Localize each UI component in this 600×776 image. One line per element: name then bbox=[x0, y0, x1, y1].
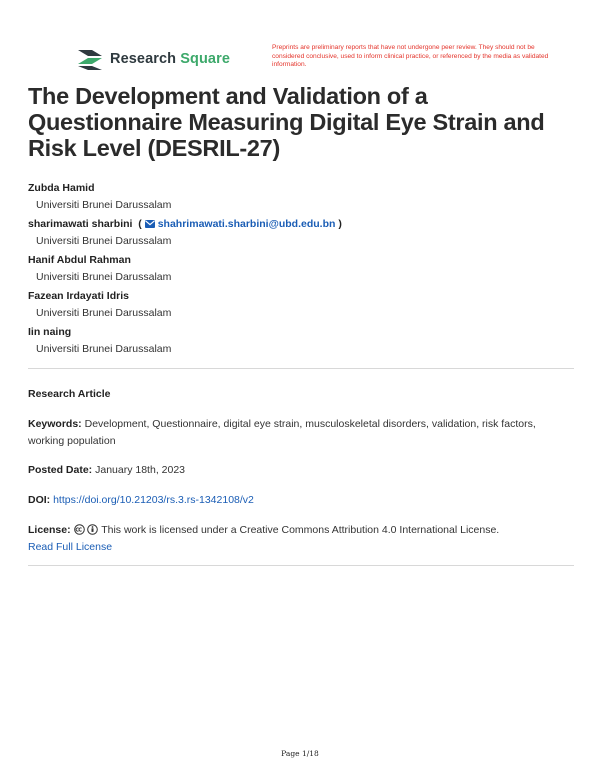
research-square-logo-icon bbox=[76, 47, 104, 71]
license-text: This work is licensed under a Creative Commons Attribution 4.0 International License. bbox=[101, 524, 500, 536]
author-email-wrapper: ( shahrimawati.sharbini@ubd.edu.bn ) bbox=[138, 218, 342, 230]
doi-section bbox=[28, 492, 558, 509]
keywords-section bbox=[28, 416, 558, 450]
author-entry bbox=[28, 252, 568, 286]
author-affiliation: Universiti Brunei Darussalam bbox=[36, 235, 172, 247]
author-list bbox=[28, 180, 568, 360]
doi-link[interactable]: https://doi.org/10.21203/rs.3.rs-1342108/v2 bbox=[53, 494, 254, 506]
doi-label: DOI: bbox=[28, 494, 51, 506]
keywords-label: Keywords: bbox=[28, 418, 82, 430]
attribution-icon bbox=[87, 524, 98, 535]
license-section bbox=[28, 522, 558, 556]
author-entry bbox=[28, 180, 568, 214]
envelope-icon bbox=[145, 220, 155, 228]
divider-bottom bbox=[28, 565, 574, 566]
page-title: The Development and Validation of a Questionnaire Measuring Digital Eye Strain and Risk Level (DESRIL-27) bbox=[28, 83, 545, 161]
brand-primary: Research bbox=[110, 51, 177, 67]
page-number: Page 1/18 bbox=[281, 749, 319, 758]
preprint-notice: Preprints are preliminary reports that have not undergone peer review. They should not be considered conclusive, used to inform clinical practice, or referenced by the media as validated information. bbox=[272, 44, 549, 69]
posted-date-section bbox=[28, 462, 558, 479]
brand-secondary: Square bbox=[180, 51, 230, 67]
author-name-line bbox=[28, 216, 568, 232]
author-name: sharimawati sharbini bbox=[28, 218, 133, 230]
license-label: License: bbox=[28, 524, 71, 536]
author-name: Fazean Irdayati Idris bbox=[28, 290, 129, 302]
author-entry bbox=[28, 288, 568, 322]
divider-top bbox=[28, 368, 574, 369]
brand-name bbox=[110, 51, 230, 67]
author-name: Hanif Abdul Rahman bbox=[28, 254, 131, 266]
posted-date-value: January 18th, 2023 bbox=[95, 464, 186, 476]
author-entry bbox=[28, 216, 568, 250]
author-name: Zubda Hamid bbox=[28, 182, 95, 194]
author-affiliation: Universiti Brunei Darussalam bbox=[36, 307, 172, 319]
keywords-value: Development, Questionnaire, digital eye strain, musculoskeletal disorders, validation, risk factors, working population bbox=[28, 418, 536, 447]
posted-date-label: Posted Date: bbox=[28, 464, 93, 476]
creative-commons-icon bbox=[74, 524, 85, 535]
author-affiliation: Universiti Brunei Darussalam bbox=[36, 271, 172, 283]
article-type-label: Research Article bbox=[28, 388, 111, 400]
author-email-link[interactable]: shahrimawati.sharbini@ubd.edu.bn bbox=[157, 218, 336, 230]
research-square-logo bbox=[76, 47, 230, 71]
author-affiliation: Universiti Brunei Darussalam bbox=[36, 343, 172, 355]
read-full-license-link[interactable]: Read Full License bbox=[28, 541, 113, 553]
author-entry bbox=[28, 324, 568, 358]
author-affiliation: Universiti Brunei Darussalam bbox=[36, 199, 172, 211]
article-type bbox=[28, 386, 558, 403]
author-name: Iin naing bbox=[28, 326, 72, 338]
